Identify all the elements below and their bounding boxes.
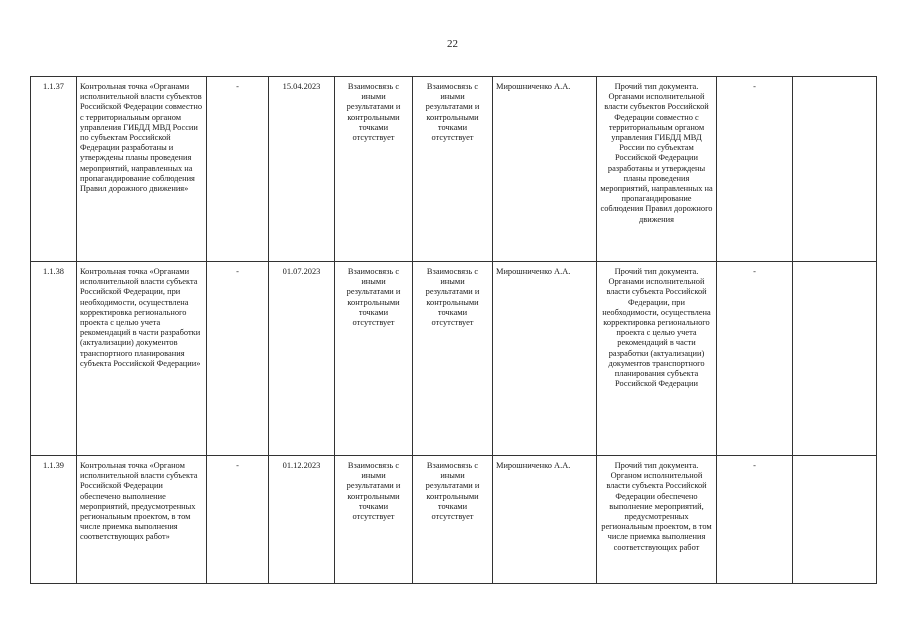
link-next-cell: Взаимосвязь с иными результатами и контрольными точками отсутствует: [413, 456, 493, 584]
row-number: 1.1.37: [31, 77, 77, 262]
due-date-cell: 01.12.2023: [269, 456, 335, 584]
empty-cell: [793, 77, 877, 262]
empty-cell: [793, 456, 877, 584]
responsible-cell: Мирошниченко А.А.: [493, 262, 597, 456]
document-type-cell: Прочий тип документа. Органом исполнительной власти субъекта Российской Федерации обеспечено выполнение мероприятий, предусмотренных региональным проектом, в том числе приемка выполнения соответствующих работ: [597, 456, 717, 584]
link-next-cell: Взаимосвязь с иными результатами и контрольными точками отсутствует: [413, 262, 493, 456]
base-value-cell: -: [207, 456, 269, 584]
page-number: 22: [447, 38, 458, 50]
row-number: 1.1.39: [31, 456, 77, 584]
table-row: [31, 262, 877, 456]
link-previous-cell: Взаимосвязь с иными результатами и контрольными точками отсутствует: [335, 262, 413, 456]
document-type-cell: Прочий тип документа. Органами исполнительной власти субъекта Российской Федерации, при необходимости, осуществлена корректировка регионального проекта с целью учета рекомендаций в части разработки (актуализации) документов транспортного планирования субъекта Российской Федерации: [597, 262, 717, 456]
due-date-cell: 15.04.2023: [269, 77, 335, 262]
table-row: [31, 456, 877, 584]
control-point-name: Контрольная точка «Органами исполнительной власти субъекта Российской Федерации, при необходимости, осуществлена корректировка регионального проекта с целью учета рекомендаций в части разработки (актуализации) документов транспортного планирования субъекта Российской Федерации»: [77, 262, 207, 456]
control-point-name: Контрольная точка «Органами исполнительной власти субъектов Российской Федерации совместно с территориальным органом управления ГИБДД МВД России по субъектам Российской Федерации разработаны и утверждены планы проведения мероприятий, направленных на пропагандирование соблюдения Правил дорожного движения»: [77, 77, 207, 262]
info-system-cell: -: [717, 262, 793, 456]
control-points-table: [30, 76, 877, 584]
base-value-cell: -: [207, 262, 269, 456]
base-value-cell: -: [207, 77, 269, 262]
due-date-cell: 01.07.2023: [269, 262, 335, 456]
link-previous-cell: Взаимосвязь с иными результатами и контрольными точками отсутствует: [335, 456, 413, 584]
row-number: 1.1.38: [31, 262, 77, 456]
responsible-cell: Мирошниченко А.А.: [493, 456, 597, 584]
link-previous-cell: Взаимосвязь с иными результатами и контрольными точками отсутствует: [335, 77, 413, 262]
control-point-name: Контрольная точка «Органом исполнительной власти субъекта Российской Федерации обеспечено выполнение мероприятий, предусмотренных региональным проектом, в том числе приемка выполнения соответствующих работ»: [77, 456, 207, 584]
responsible-cell: Мирошниченко А.А.: [493, 77, 597, 262]
info-system-cell: -: [717, 456, 793, 584]
table-row: [31, 77, 877, 262]
empty-cell: [793, 262, 877, 456]
info-system-cell: -: [717, 77, 793, 262]
link-next-cell: Взаимосвязь с иными результатами и контрольными точками отсутствует: [413, 77, 493, 262]
document-type-cell: Прочий тип документа. Органами исполнительной власти субъектов Российской Федерации совместно с территориальным органом управления ГИБДД МВД России по субъектам Российской Федерации разработаны и утверждены планы проведения мероприятий, направленных на пропагандирование соблюдения Правил дорожного движения: [597, 77, 717, 262]
